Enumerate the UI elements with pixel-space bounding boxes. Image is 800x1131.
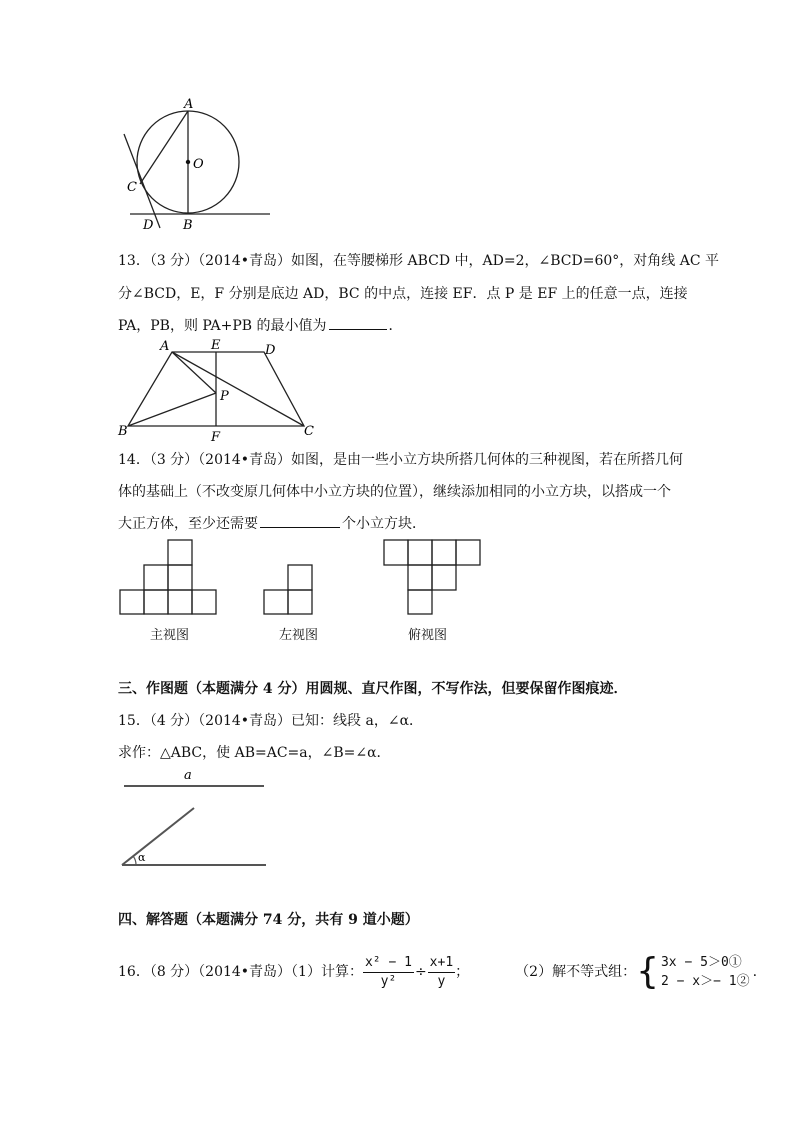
angle-label-alpha: α [138, 851, 146, 864]
section-3-heading: 三、作图题（本题满分 4 分）用圆规、直尺作图，不写作法，但要保留作图痕迹． [118, 681, 628, 697]
front-view-caption: 主视图 [150, 628, 190, 643]
top-view [382, 538, 484, 616]
q16-semicolon: ； [455, 964, 470, 980]
label-o: O [193, 157, 204, 172]
q13-line-2: 分∠BCD，E，F 分别是底边 AD，BC 的中点，连接 EF．点 P 是 EF 上的任意一点，连接 [118, 286, 688, 302]
label-e: E [211, 338, 221, 353]
q16-line [118, 952, 757, 992]
q15-line-2: 求作：△ABC，使 AB=AC=a，∠B=∠α． [118, 745, 391, 761]
trapezoid-figure [112, 338, 322, 446]
fraction-1-denominator: y² [380, 973, 397, 989]
fraction-1-numerator: x² − 1 [363, 954, 414, 973]
inequality-system [636, 952, 757, 992]
label-c: C [304, 424, 314, 439]
label-d: D [143, 218, 154, 233]
front-view [118, 538, 220, 616]
left-brace: { [636, 951, 659, 992]
segment-and-angle-figure [116, 764, 276, 872]
q14-line-3-text: 大正方体，至少还需要 [118, 516, 258, 532]
q16-prefix: 16．（8 分）（2014•青岛）（1）计算： [118, 964, 363, 980]
q16-end: . [752, 964, 758, 980]
label-a: A [184, 97, 194, 112]
fraction-2 [428, 954, 455, 991]
answer-blank[interactable] [329, 317, 387, 330]
label-p: P [220, 389, 229, 404]
label-c: C [127, 180, 137, 195]
answer-blank[interactable] [260, 515, 340, 528]
q16-part-2: （2）解不等式组： [515, 964, 637, 980]
q13-line-3-text: PA，PB，则 PA+PB 的最小值为 [118, 318, 327, 334]
fraction-2-numerator: x+1 [428, 954, 455, 973]
fraction-2-denominator: y [437, 973, 446, 989]
q14-line-1: 14．（3 分）（2014•青岛）如图，是由一些小立方块所搭几何体的三种视图，若在所搭几何 [118, 452, 684, 468]
q14-line-2: 体的基础上（不改变原几何体中小立方块的位置），继续添加相同的小立方块，以搭成一个 [118, 484, 671, 500]
q13-line-3-end: ． [388, 318, 403, 334]
q13-line-3 [118, 316, 403, 336]
circle-tangent-figure [110, 96, 270, 236]
inequality-lines [661, 953, 750, 991]
q14-line-3 [118, 514, 426, 534]
label-b: B [183, 218, 193, 233]
q15-line-1: 15．（4 分）（2014•青岛）已知：线段 a，∠α． [118, 713, 424, 729]
inequality-2: 2 − x＞− 1② [660, 974, 750, 989]
top-view-caption: 俯视图 [408, 628, 448, 643]
section-4-heading: 四、解答题（本题满分 74 分，共有 9 道小题） [118, 912, 419, 928]
q13-line-1: 13．（3 分）（2014•青岛）如图，在等腰梯形 ABCD 中，AD=2，∠BCD=60°，对角线 AC 平 [118, 253, 720, 269]
label-b: B [118, 424, 128, 439]
left-view-caption: 左视图 [279, 628, 319, 643]
segment-label-a: a [184, 768, 192, 783]
left-view [262, 538, 318, 616]
fraction-1 [363, 954, 414, 991]
label-d: D [265, 343, 276, 358]
q14-line-3-end: 个小立方块． [342, 516, 426, 532]
label-f: F [211, 430, 221, 445]
label-a: A [160, 339, 170, 354]
inequality-1: 3x − 5＞0① [660, 955, 742, 970]
division-sign: ÷ [414, 964, 427, 980]
